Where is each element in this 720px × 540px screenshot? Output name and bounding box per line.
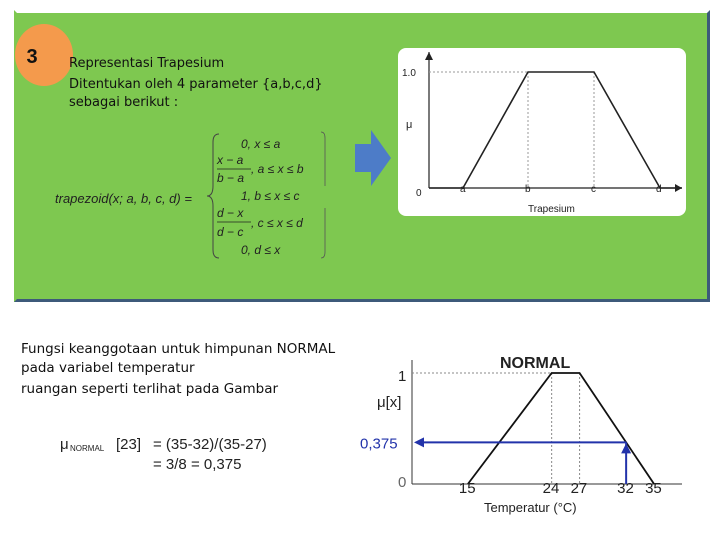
origin-label: 0 — [416, 188, 422, 199]
intro-line: Ditentukan oleh 4 parameter {a,b,c,d} — [69, 77, 323, 92]
normal-membership-chart — [352, 340, 692, 530]
intro-line: sebagai berikut : — [69, 95, 179, 110]
step-number: 3 — [26, 46, 38, 68]
x-tick-b: b — [525, 184, 531, 195]
case-1: 0, x ≤ a — [241, 137, 281, 151]
membership-calculation — [60, 433, 320, 473]
x-tick-a: a — [460, 184, 466, 195]
case-4-numerator: d − x — [217, 206, 244, 220]
chart-caption: Trapesium — [528, 204, 575, 215]
mu-symbol: μ — [60, 436, 69, 453]
formula-lhs: trapezoid(x; a, b, c, d) = — [55, 191, 192, 206]
x-tick-label: 32 — [617, 480, 634, 497]
x-tick-label: 27 — [570, 480, 588, 497]
trapezoid-formula — [55, 128, 335, 264]
case-3: 1, b ≤ x ≤ c — [241, 189, 300, 203]
case-5: 0, d ≤ x — [241, 243, 281, 257]
chart-title: NORMAL — [500, 355, 571, 372]
x-tick-c: c — [591, 184, 596, 195]
mu-subscript: NORMAL — [70, 444, 105, 453]
trapezoid-line — [429, 72, 682, 188]
description-line: ruangan seperti terlihat pada Gambar — [21, 381, 279, 397]
x-tick-label: 35 — [645, 480, 662, 497]
y-tick-label: 1 — [398, 368, 407, 385]
highlight-arrowhead — [414, 437, 424, 447]
calc-step-1: = (35-32)/(35-27) — [153, 436, 267, 453]
case-4-condition: , c ≤ x ≤ d — [251, 216, 303, 230]
trapezoid-chart-card — [398, 48, 686, 216]
x-axis-label: Temperatur (°C) — [484, 500, 577, 515]
trapezoid-chart — [398, 48, 686, 216]
case-2-denominator: b − a — [217, 171, 245, 185]
calc-step-2: = 3/8 = 0,375 — [153, 456, 242, 473]
case-4-denominator: d − c — [217, 225, 244, 239]
description-line: pada variabel temperatur — [21, 360, 195, 376]
description-line: Fungsi keanggotaan untuk himpunan NORMAL — [21, 341, 336, 357]
y-top-label: 1.0 — [402, 68, 416, 79]
case-2-condition: , a ≤ x ≤ b — [251, 162, 304, 176]
case-2-numerator: x − a — [217, 153, 244, 167]
intro-title: Representasi Trapesium — [69, 56, 225, 71]
y-axis-label: μ — [406, 119, 413, 131]
mu-argument: [23] — [116, 436, 142, 453]
y-tick-label: 0 — [398, 474, 407, 491]
x-tick-label: 15 — [458, 480, 476, 497]
right-arrow-icon — [355, 130, 391, 186]
y-tick-label-highlight: 0,375 — [360, 435, 398, 453]
y-axis-label: μ[x] — [377, 394, 402, 411]
x-tick-d: d — [656, 184, 662, 195]
x-tick-label: 24 — [542, 480, 560, 497]
